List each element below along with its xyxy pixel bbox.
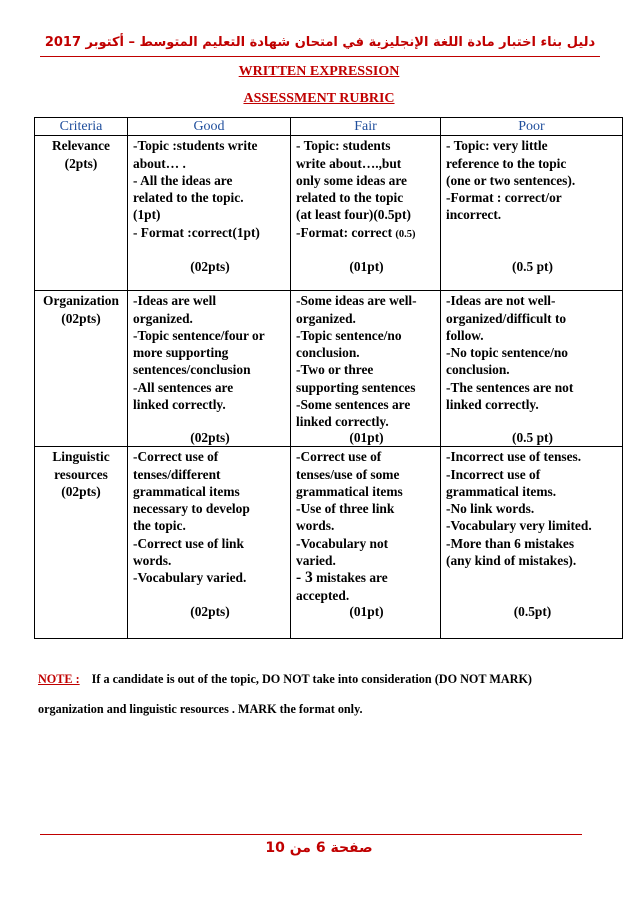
table-row-linguistic-resources	[35, 447, 623, 639]
descriptor-line: (any kind of mistakes).	[446, 553, 577, 569]
descriptor-line: (one or two sentences).	[446, 172, 576, 188]
descriptor-line: conclusion.	[296, 345, 360, 361]
descriptor-line: -Vocabulary varied.	[133, 570, 247, 586]
descriptor-line: -No topic sentence/no	[446, 345, 568, 361]
small-points: (0.5)	[395, 228, 416, 240]
score-label: (01pt)	[349, 604, 384, 620]
descriptor-line: related to the topic	[296, 190, 404, 206]
descriptor-text: -Format: correct	[296, 224, 396, 240]
descriptor-line: about… .	[133, 155, 186, 171]
descriptor-line: (at least four)(0.5pt)	[296, 207, 411, 223]
good-cell	[128, 136, 291, 291]
descriptor-line: organized.	[296, 310, 356, 326]
header-good: Good	[128, 118, 291, 136]
descriptor-line: -Format : correct/or	[446, 190, 562, 206]
descriptor-line: -Some ideas are well-	[296, 293, 417, 309]
descriptor-line: more supporting	[133, 345, 229, 361]
score-label: (02pts)	[190, 604, 230, 620]
descriptor-line: -Correct use of link	[133, 535, 244, 551]
descriptor-line: -Ideas are not well-	[446, 293, 556, 309]
descriptor-line: -Topic sentence/four or	[133, 327, 265, 343]
descriptor-line: organized/difficult to	[446, 310, 567, 326]
descriptor-line	[296, 224, 437, 243]
poor-cell	[441, 136, 623, 291]
descriptor-line: only some ideas are	[296, 172, 407, 188]
descriptor-line: -Vocabulary not	[296, 535, 389, 551]
descriptor-line: write about….,but	[296, 155, 402, 171]
criteria-name: resources	[54, 466, 108, 482]
note-text: If a candidate is out of the topic, DO NOT take into consideration (DO NOT MARK)	[91, 672, 532, 686]
descriptor-line: (1pt)	[133, 207, 161, 223]
table-row-relevance	[35, 136, 623, 291]
fair-cell	[291, 447, 441, 639]
criteria-points: (02pts)	[61, 310, 101, 326]
criteria-points: (02pts)	[61, 483, 101, 499]
descriptor-line: - All the ideas are	[133, 172, 233, 188]
note-line	[38, 664, 608, 694]
fair-cell	[291, 291, 441, 447]
page-number: صفحة 6 من 10	[265, 840, 373, 856]
descriptor-line: -Incorrect use of	[446, 466, 541, 482]
criteria-name: Relevance	[51, 138, 110, 154]
criteria-cell	[35, 447, 128, 639]
descriptor-line: -Some sentences are	[296, 397, 411, 413]
descriptor-line: words.	[133, 553, 172, 569]
descriptor-line: grammatical items.	[446, 483, 557, 499]
page-header: دليل بناء اختبار مادة اللغة الإنجليزية في امتحان شهادة التعليم المتوسط – أكتوبر 2017	[44, 35, 596, 50]
descriptor-line: linked correctly.	[133, 397, 226, 413]
note-label: NOTE :	[38, 672, 80, 686]
descriptor-line: necessary to develop	[133, 501, 250, 517]
criteria-cell	[35, 136, 128, 291]
mistakes-count: - 3	[296, 569, 313, 587]
good-cell	[128, 447, 291, 639]
descriptor-line: -Incorrect use of tenses.	[446, 449, 582, 465]
poor-cell	[441, 291, 623, 447]
note-block	[38, 664, 608, 724]
descriptor-line: the topic.	[133, 518, 186, 534]
descriptor-line: -Use of three link	[296, 501, 395, 517]
descriptor-line: organized.	[133, 310, 193, 326]
table-row-organization	[35, 291, 623, 447]
descriptor-line: supporting sentences	[296, 379, 416, 395]
descriptor-line: - Format :correct(1pt)	[133, 224, 260, 240]
descriptor-line: linked correctly.	[446, 397, 539, 413]
descriptor-text: mistakes are	[312, 570, 388, 586]
descriptor-line: - Topic: students	[296, 138, 391, 154]
descriptor-line: related to the topic.	[133, 190, 244, 206]
document-subtitle: ASSESSMENT RUBRIC	[243, 91, 395, 106]
descriptor-line: -Two or three	[296, 362, 374, 378]
descriptor-line: -Vocabulary very limited.	[446, 518, 592, 534]
descriptor-line: -The sentences are not	[446, 379, 574, 395]
descriptor-line: -No link words.	[446, 501, 535, 517]
criteria-cell	[35, 291, 128, 447]
descriptor-line: -All sentences are	[133, 379, 234, 395]
descriptor-line: - Topic: very little	[446, 138, 548, 154]
header-criteria: Criteria	[35, 118, 128, 136]
descriptor-line: -Correct use of	[133, 449, 219, 465]
note-line: organization and linguistic resources . MARK the format only.	[38, 702, 363, 716]
header-fair: Fair	[291, 118, 441, 136]
rubric-table	[34, 117, 623, 639]
descriptor-line: words.	[296, 518, 335, 534]
descriptor-line: grammatical items	[296, 483, 403, 499]
score-label: (01pt)	[349, 259, 384, 275]
header-poor: Poor	[441, 118, 623, 136]
score-label: (02pts)	[190, 259, 230, 275]
descriptor-line: -Topic :students write	[133, 138, 258, 154]
score-label: (0.5 pt)	[512, 259, 553, 275]
descriptor-line: grammatical items	[133, 483, 240, 499]
criteria-points: (2pts)	[64, 155, 98, 171]
descriptor-line: tenses/different	[133, 466, 221, 482]
poor-cell	[441, 447, 623, 639]
descriptor-line: accepted.	[296, 587, 350, 603]
descriptor-line: -Correct use of	[296, 449, 382, 465]
score-label: (01pt)	[349, 430, 384, 446]
descriptor-line: conclusion.	[446, 362, 510, 378]
descriptor-line: incorrect.	[446, 207, 502, 223]
document-title: WRITTEN EXPRESSION	[238, 64, 400, 79]
descriptor-line: -Ideas are well	[133, 293, 217, 309]
descriptor-line: -Topic sentence/no	[296, 327, 402, 343]
descriptor-line	[296, 569, 437, 586]
criteria-name: Linguistic	[52, 449, 110, 465]
table-header-row	[35, 118, 623, 136]
fair-cell	[291, 136, 441, 291]
criteria-name: Organization	[43, 293, 119, 309]
good-cell	[128, 291, 291, 447]
descriptor-line: reference to the topic	[446, 155, 567, 171]
descriptor-line: varied.	[296, 553, 336, 569]
score-label: (0.5 pt)	[512, 430, 553, 446]
score-label: (02pts)	[190, 430, 230, 446]
descriptor-line: follow.	[446, 327, 484, 343]
descriptor-line: -More than 6 mistakes	[446, 535, 575, 551]
descriptor-line: sentences/conclusion	[133, 362, 251, 378]
header-rule	[40, 56, 600, 57]
descriptor-line: linked correctly.	[296, 414, 389, 430]
score-label: (0.5pt)	[513, 604, 552, 620]
descriptor-line: tenses/use of some	[296, 466, 400, 482]
footer-rule	[40, 834, 582, 835]
